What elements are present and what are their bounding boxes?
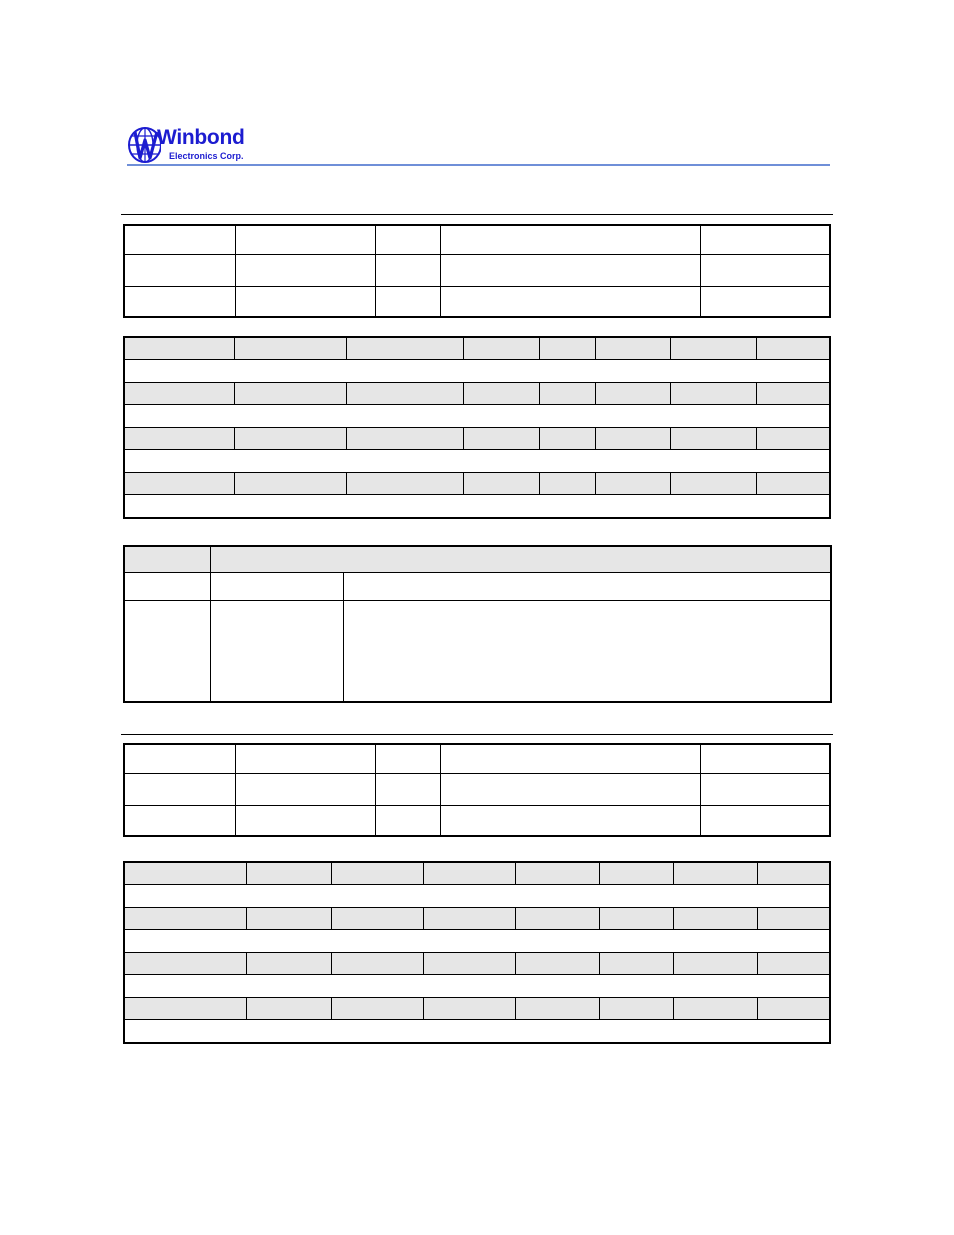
- section-rule: [121, 214, 833, 215]
- table-row: [124, 286, 830, 317]
- table-row: [124, 953, 830, 975]
- table-row: [124, 908, 830, 930]
- table-row: [124, 473, 830, 495]
- table-row: [124, 975, 830, 998]
- table-row: [124, 495, 830, 519]
- table-row: [124, 601, 831, 702]
- globe-icon: [127, 126, 161, 166]
- table-row: [124, 805, 830, 836]
- register-bit-table: [123, 336, 831, 519]
- table-row: [124, 546, 831, 573]
- header-rule: [127, 164, 830, 166]
- field-description-table: [123, 545, 832, 703]
- brand-name: Winbond: [157, 126, 245, 149]
- table-row: [124, 337, 830, 360]
- table-row: [124, 450, 830, 473]
- table-row: [124, 383, 830, 405]
- table-row: [124, 1020, 830, 1044]
- section-rule: [121, 734, 833, 735]
- table-row: [124, 773, 830, 805]
- register-info-table: [123, 224, 831, 318]
- table-row: [124, 930, 830, 953]
- table-row: [124, 744, 830, 773]
- table-row: [124, 573, 831, 601]
- brand-subtitle: Electronics Corp.: [169, 151, 244, 161]
- table-row: [124, 998, 830, 1020]
- table-row: [124, 428, 830, 450]
- table-row: [124, 254, 830, 286]
- register-bit-table: [123, 861, 831, 1044]
- register-info-table: [123, 743, 831, 837]
- table-row: [124, 360, 830, 383]
- table-row: [124, 225, 830, 254]
- table-row: [124, 405, 830, 428]
- table-row: [124, 862, 830, 885]
- company-logo: [127, 126, 252, 166]
- table-row: [124, 885, 830, 908]
